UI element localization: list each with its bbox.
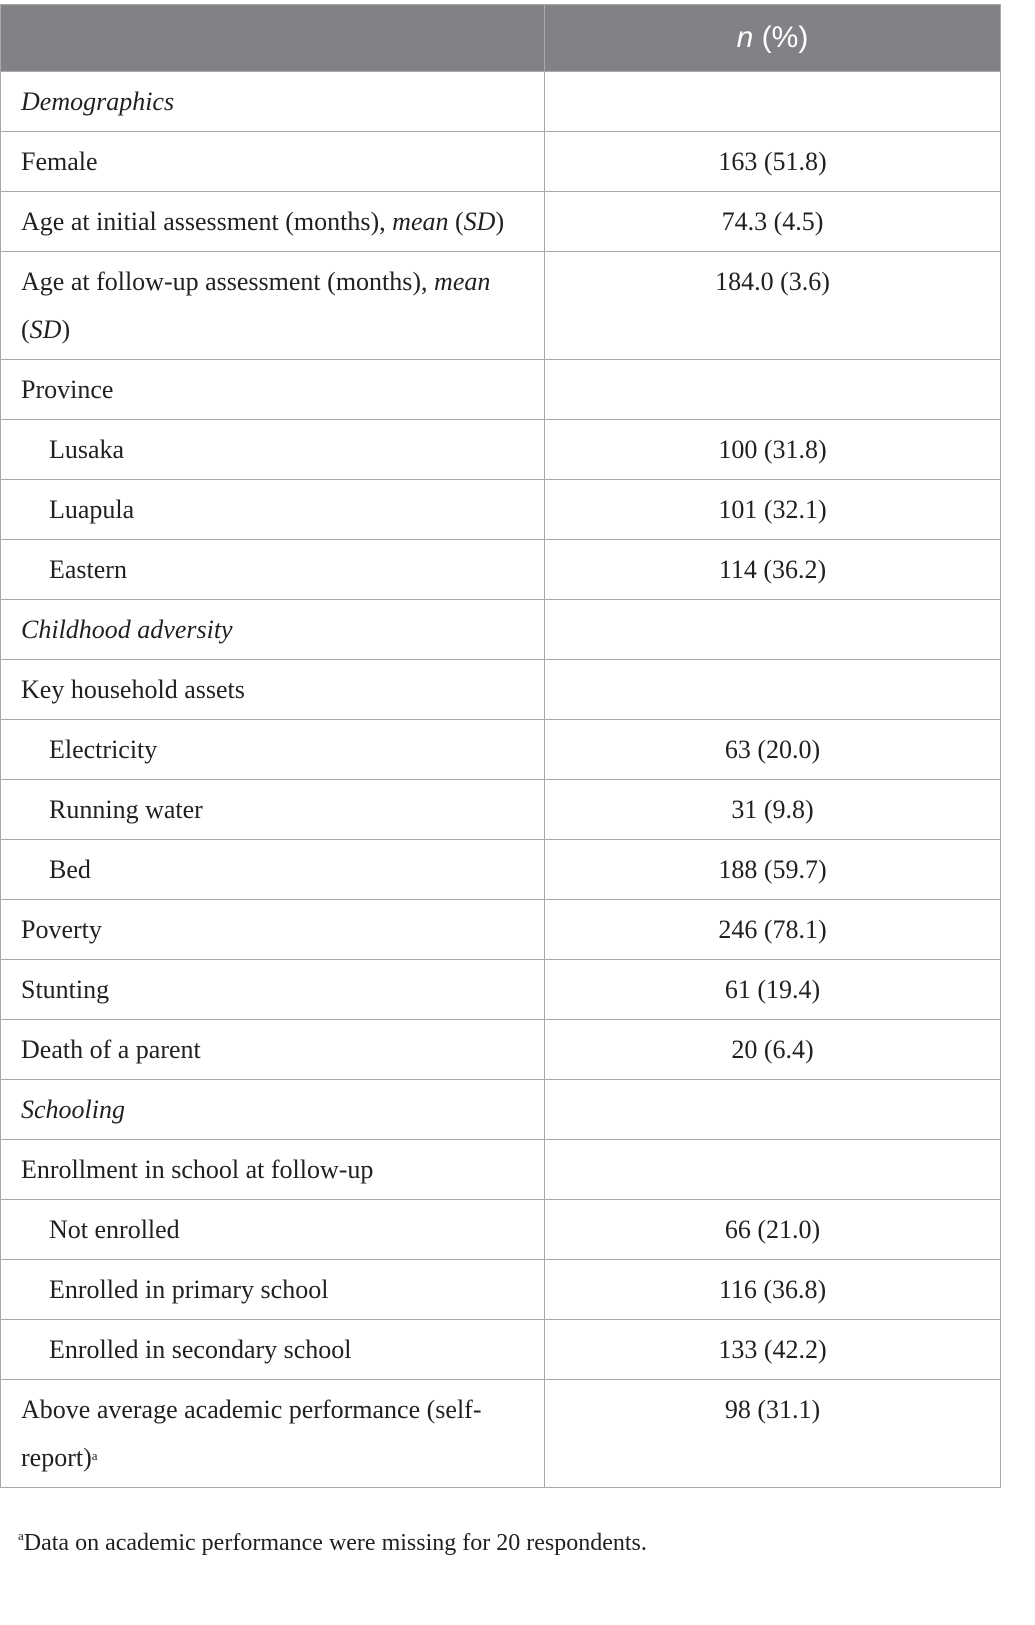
row-label-cell (1, 720, 545, 780)
row-label-cell (1, 900, 545, 960)
table-row (1, 540, 1001, 600)
row-label: Running water (49, 795, 203, 824)
row-label-cell (1, 1020, 545, 1080)
header-row (1, 5, 1001, 72)
row-label: Enrolled in secondary school (49, 1335, 352, 1364)
row-label-cell (1, 660, 545, 720)
row-label: Age at follow-up assessment (months), (21, 267, 435, 296)
footnote-text: Data on academic performance were missing for 20 respondents. (23, 1530, 647, 1556)
row-label-sd: SD (29, 315, 62, 344)
row-label: Stunting (21, 975, 110, 1004)
row-value-cell (545, 660, 1001, 720)
header-n: n (736, 21, 754, 54)
row-value: 184.0 (3.6) (715, 267, 830, 296)
row-label-cell (1, 360, 545, 420)
row-value: 63 (20.0) (724, 735, 821, 764)
demographics-table (0, 4, 1001, 1488)
table-row (1, 720, 1001, 780)
row-label-sd: SD (463, 207, 496, 236)
row-label: Poverty (21, 915, 102, 944)
table-container (0, 4, 1000, 1488)
row-value-cell (545, 900, 1001, 960)
table-row (1, 252, 1001, 360)
table-row (1, 660, 1001, 720)
row-label-paren-open: ( (448, 207, 464, 236)
row-value-cell (545, 960, 1001, 1020)
row-label-cell (1, 480, 545, 540)
row-label-paren-open: ( (21, 315, 30, 344)
category-cell (1, 1080, 545, 1140)
row-value-cell (545, 1260, 1001, 1320)
row-value: 66 (21.0) (724, 1215, 821, 1244)
row-label-italic: mean (434, 267, 491, 296)
row-label: Above average academic performance (self-report) (21, 1395, 482, 1472)
row-label-cell (1, 420, 545, 480)
row-value-cell (545, 72, 1001, 132)
header-percent: (%) (753, 21, 809, 54)
row-label: Eastern (49, 555, 127, 584)
row-value-cell (545, 720, 1001, 780)
row-label-paren-close: ) (495, 207, 505, 236)
row-value: 163 (51.8) (718, 147, 827, 176)
row-label: Female (21, 147, 98, 176)
row-value: 133 (42.2) (718, 1335, 827, 1364)
table-row (1, 1140, 1001, 1200)
row-value: 188 (59.7) (718, 855, 827, 884)
row-label-paren-close: ) (61, 315, 71, 344)
table-footnote (18, 1530, 647, 1557)
table-row (1, 840, 1001, 900)
table-row (1, 192, 1001, 252)
row-label-cell (1, 960, 545, 1020)
row-value: 100 (31.8) (718, 435, 827, 464)
row-label: Province (21, 375, 114, 404)
footnote-marker: a (18, 1528, 24, 1543)
row-label: Demographics (21, 87, 175, 116)
row-label: Luapula (49, 495, 135, 524)
row-label-cell (1, 1380, 545, 1488)
row-value-cell (545, 1380, 1001, 1488)
row-label-cell (1, 540, 545, 600)
row-value: 246 (78.1) (718, 915, 827, 944)
table-row (1, 480, 1001, 540)
row-value: 114 (36.2) (718, 555, 827, 584)
table-row (1, 360, 1001, 420)
row-label-cell (1, 780, 545, 840)
row-label-cell (1, 840, 545, 900)
row-value-cell (545, 1320, 1001, 1380)
table-row (1, 72, 1001, 132)
row-value-cell (545, 480, 1001, 540)
category-cell (1, 72, 545, 132)
row-label-cell (1, 252, 545, 360)
row-value: 116 (36.8) (718, 1275, 827, 1304)
row-value-cell (545, 1200, 1001, 1260)
row-value: 61 (19.4) (724, 975, 821, 1004)
row-value: 98 (31.1) (724, 1395, 821, 1424)
row-value-cell (545, 252, 1001, 360)
table-row (1, 420, 1001, 480)
row-label: Enrollment in school at follow-up (21, 1155, 374, 1184)
row-label: Childhood adversity (21, 615, 233, 644)
row-label: Key household assets (21, 675, 245, 704)
row-label-cell (1, 192, 545, 252)
header-label-cell (1, 5, 545, 72)
row-value: 74.3 (4.5) (721, 207, 824, 236)
row-value-cell (545, 132, 1001, 192)
row-label: Bed (49, 855, 91, 884)
row-value: 101 (32.1) (718, 495, 827, 524)
row-label-cell (1, 1260, 545, 1320)
table-row (1, 900, 1001, 960)
row-label-cell (1, 1140, 545, 1200)
row-label: Death of a parent (21, 1035, 201, 1064)
row-value-cell (545, 360, 1001, 420)
table-row (1, 960, 1001, 1020)
table-row (1, 1080, 1001, 1140)
row-value-cell (545, 540, 1001, 600)
row-value-cell (545, 1020, 1001, 1080)
row-value-cell (545, 420, 1001, 480)
row-value: 20 (6.4) (731, 1035, 814, 1064)
table-row (1, 1320, 1001, 1380)
row-value-cell (545, 1140, 1001, 1200)
header-value-cell (545, 5, 1001, 72)
row-label-cell (1, 1200, 545, 1260)
row-label-cell (1, 1320, 545, 1380)
table-row (1, 1020, 1001, 1080)
row-label-italic: mean (392, 207, 449, 236)
table-row (1, 132, 1001, 192)
category-cell (1, 600, 545, 660)
table-row (1, 780, 1001, 840)
row-label: Lusaka (49, 435, 125, 464)
row-value-cell (545, 600, 1001, 660)
table-row (1, 600, 1001, 660)
table-row (1, 1380, 1001, 1488)
row-label: Not enrolled (49, 1215, 180, 1244)
table-row (1, 1200, 1001, 1260)
row-value: 31 (9.8) (731, 795, 814, 824)
row-label: Electricity (49, 735, 158, 764)
footnote-ref: a (91, 1448, 98, 1463)
row-label: Age at initial assessment (months), (21, 207, 393, 236)
table-row (1, 1260, 1001, 1320)
row-label: Enrolled in primary school (49, 1275, 329, 1304)
row-value-cell (545, 780, 1001, 840)
row-value-cell (545, 840, 1001, 900)
row-label-cell (1, 132, 545, 192)
row-label: Schooling (21, 1095, 125, 1124)
row-value-cell (545, 1080, 1001, 1140)
row-value-cell (545, 192, 1001, 252)
